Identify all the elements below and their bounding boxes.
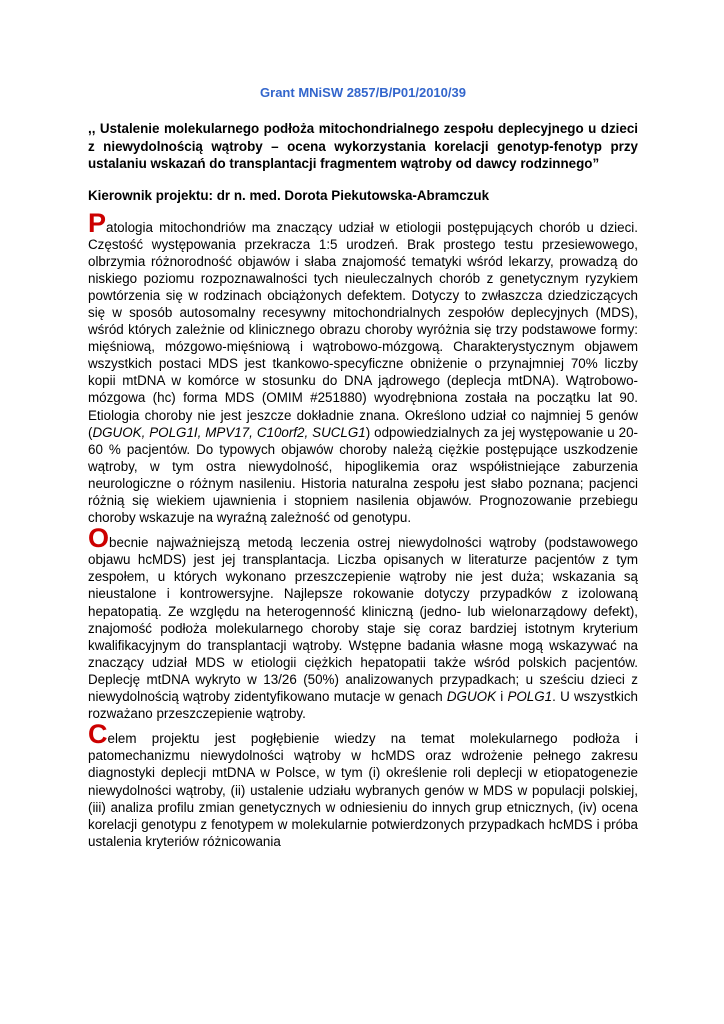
project-title: ,, Ustalenie molekularnego podłoża mitochondrialnego zespołu deplecyjnego u dzieci z niewydolnością wątroby – ocena wykorzystania korelacji genotyp-fenotyp przy ustalaniu wskazań do transplantacji fragmentem wątroby od dawcy rodzinnego”	[88, 121, 638, 171]
paragraph-text: . U wszystkich rozważano przeszczepienie wątroby.	[88, 689, 638, 722]
dropcap-c: C	[88, 719, 108, 750]
document-page	[88, 84, 638, 854]
paragraph-text: elem projektu jest pogłębienie wiedzy na temat molekularnego podłoża i patomechanizmu niewydolności wątroby w hcMDS oraz wdrożenie pełnego zakresu diagnostyki deplecji mtDNA w Polsce, w tym (i) określenie roli deplecji w etiopatogenezie niewydolności wątroby, (ii) ustalenie udziału wybranych genów w MDS w populacji polskiej, (iii) analiza profilu zmian genetycznych w odniesieniu do innych grup etnicznych, (iv) ocena korelacji genotypu z fenotypem w molekularnie potwierdzonych przypadkach hcMDS i próba ustalenia kryteriów różnicowania	[88, 731, 638, 849]
paragraph-text: i	[496, 689, 508, 705]
paragraph-text: becnie najważniejszą metodą leczenia ostrej niewydolności wątroby (podstawowego objawu hcMDS) jest jej transplantacja. Liczba opisanych w literaturze pacjentów z tym zespołem, u których wykonano przeszczepienie wątroby nie jest duża; wskazania są nieustalone i kontrowersyjne. Najlepsze rokowanie dotyczy przypadków z izolowaną hepatopatią. Ze względu na heterogenność kliniczną (jedno- lub wielonarządowy defekt), znajomość podłoża molekularnego choroby staje się coraz bardziej istotnym kryterium kwalifikacyjnym do transplantacji wątroby. Wstępne badania własne mogą wskazywać na znaczący udział MDS w etiologii ciężkich hepatopatii także wśród polskich pacjentów. Deplecję mtDNA wykryto w 13/26 (50%) analizowanych przypadkach; u sześciu dzieci z niewydolnością wątroby zidentyfikowano mutacje w genach	[88, 535, 638, 705]
dropcap-o: O	[88, 523, 110, 554]
paragraph-treatment	[88, 523, 638, 722]
gene-list: DGUOK, POLG1I, MPV17, C10orf2, SUCLG1	[92, 424, 366, 440]
grant-number: Grant MNiSW 2857/B/P01/2010/39	[260, 85, 466, 100]
paragraph-text: atologia mitochondriów ma znaczący udział w etiologii postępujących chorób u dzieci. Częstość występowania przekracza 1:5 urodzeń. Brak prostego testu przesiewowego, olbrzymia różnorodność objawów i słaba znajomość tematyki wśród lekarzy, prowadzą do niskiego poziomu rozpoznawalności tych nieuleczalnych chorób z genetycznym ryzykiem powtórzenia się w rodzinach obciążonych defektem. Dotyczy to zwłaszcza dziedziczących się w sposób autosomalny recesywny mitochondrialnych zespołów deplecyjnych (MDS), wśród których zależnie od klinicznego obrazu choroby wyróżnia się trzy podstawowe formy: mięśniową, mózgowo-mięśniową i wątrobowo-mózgową. Charakterystycznym objawem wszystkich postaci MDS jest tkankowo-specyficzne obniżenie o przynajmniej 70% liczby kopii mtDNA w komórce w stosunku do DNA jądrowego (deplecja mtDNA). Wątrobowo-mózgowa (hc) forma MDS (OMIM #251880) wyodrębniona została na początku lat 90. Etiologia choroby nie jest jeszcze dokładnie znana. Określono udział co najmniej 5 genów (	[88, 219, 638, 440]
paragraph-text: ) odpowiedzialnych za jej występowanie u 20-60 % pacjentów. Do typowych objawów choroby należą ciężkie postępujące uszkodzenie wątroby, w tym ostra niewydolność, hipoglikemia oraz współistniejące zaburzenia neurologiczne o różnym nasileniu. Historia naturalna zespołu jest słabo poznana; pacjenci różnią się wiekiem ujawnienia i stopniem nasilenia objawów. Prognozowanie przebiegu choroby wskazuje na wyraźną zależność od genotypu.	[88, 424, 638, 526]
dropcap-p: P	[88, 207, 107, 238]
paragraph-pathology	[88, 207, 638, 527]
project-leader: Kierownik projektu: dr n. med. Dorota Piekutowska-Abramczuk	[88, 187, 490, 203]
gene-name: POLG1	[507, 689, 553, 705]
gene-name: DGUOK	[446, 689, 496, 705]
paragraph-aim	[88, 719, 638, 850]
